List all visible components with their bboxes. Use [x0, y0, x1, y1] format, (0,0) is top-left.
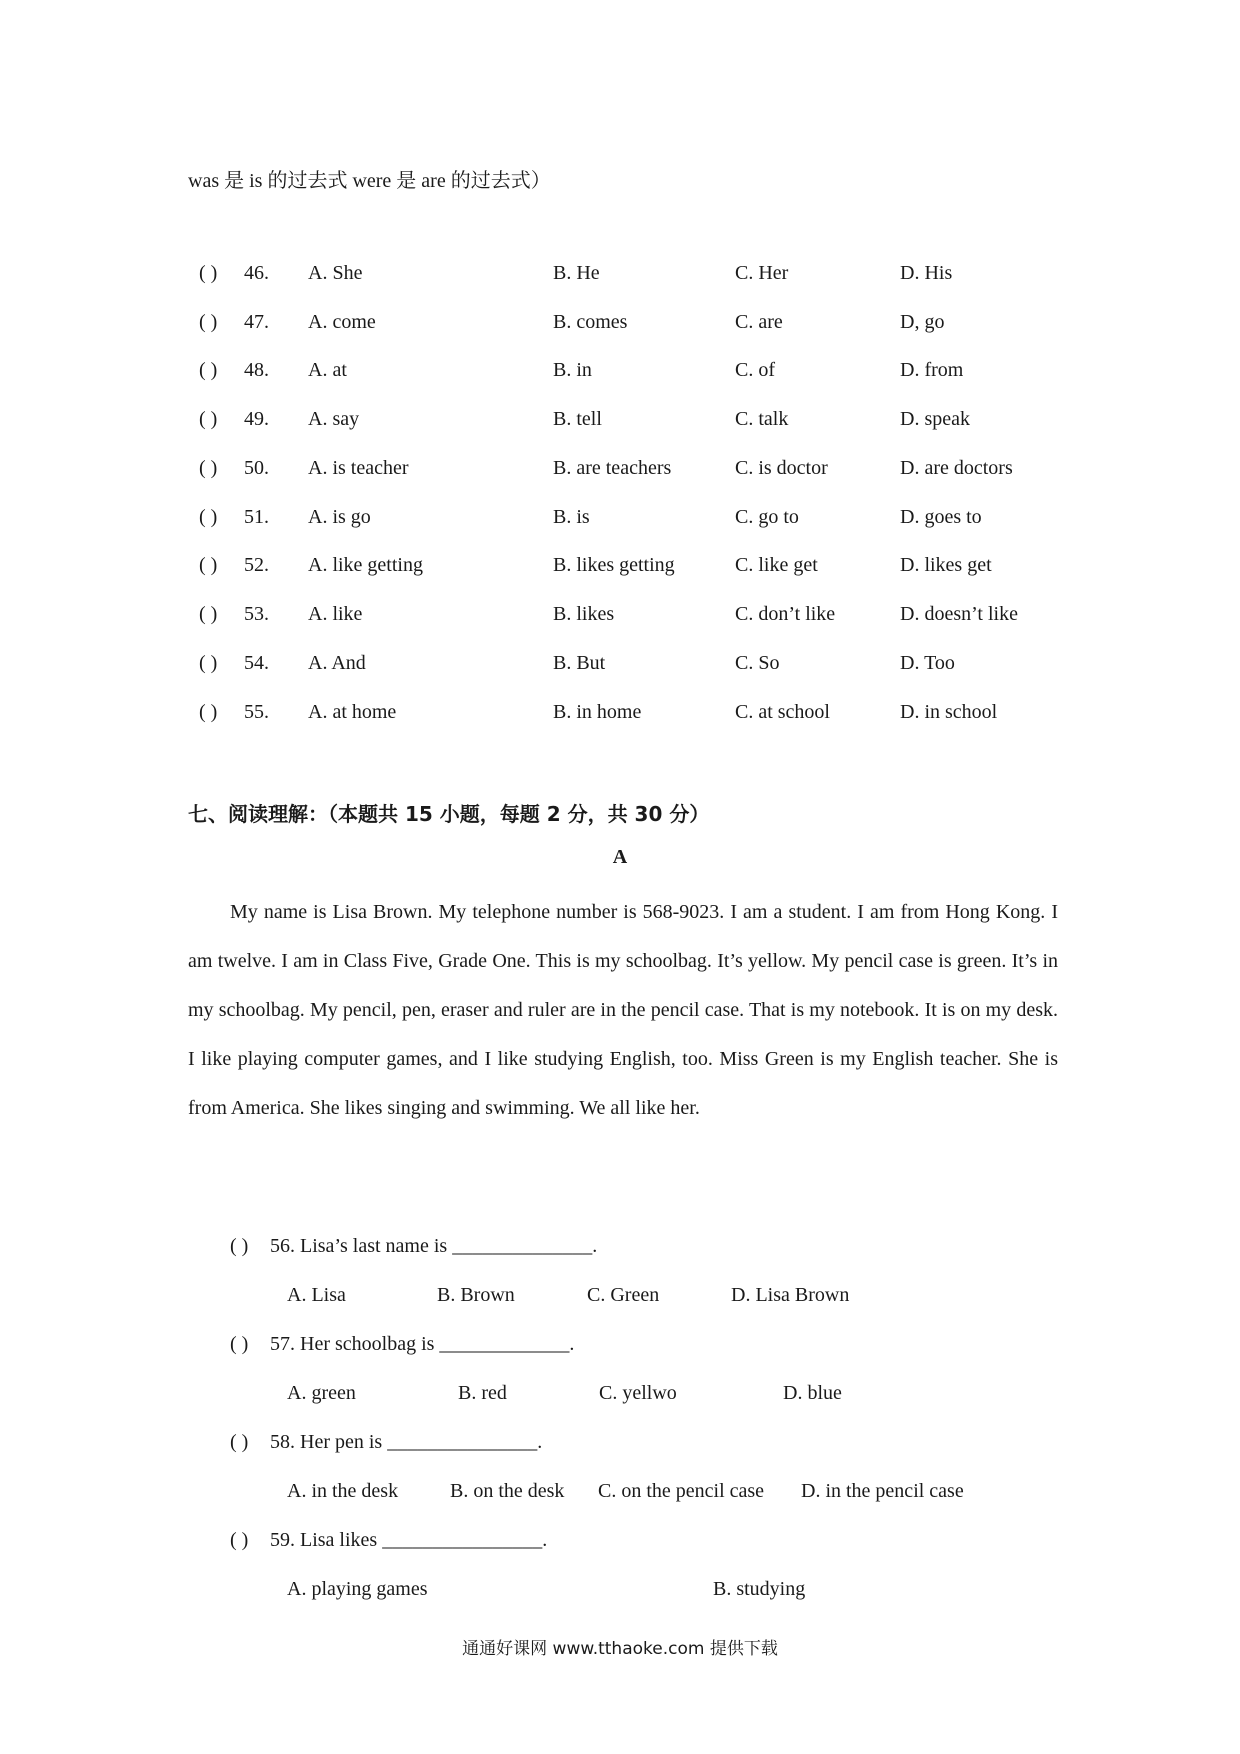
option-d: D. doesn’t like — [900, 603, 1018, 625]
option-b: B. is — [553, 506, 590, 528]
cloze-row — [0, 262, 1240, 292]
option-c: C. on the pencil case — [598, 1480, 765, 1502]
option-c: C. like get — [735, 554, 818, 576]
option-a: A. And — [308, 652, 366, 674]
option-c: C. yellwo — [599, 1382, 677, 1404]
option-c: C. Her — [735, 262, 789, 284]
option-b: B. are teachers — [553, 457, 672, 479]
option-a: A. is go — [308, 506, 371, 528]
option-b: B. in home — [553, 701, 642, 723]
option-b: B. But — [553, 652, 606, 674]
option-d: D. Lisa Brown — [731, 1284, 850, 1306]
option-b: B. Brown — [437, 1284, 515, 1306]
option-c: C. Green — [587, 1284, 660, 1306]
cloze-row — [0, 652, 1240, 682]
answer-blank: ( ) — [199, 652, 218, 674]
option-a: A. She — [308, 262, 363, 284]
option-b: B. likes getting — [553, 554, 675, 576]
option-b: B. on the desk — [450, 1480, 565, 1502]
option-a: A. come — [308, 311, 376, 333]
option-c: C. So — [735, 652, 780, 674]
answer-blank: ( ) — [199, 701, 218, 723]
answer-blank: ( ) — [230, 1431, 249, 1453]
option-d: D. blue — [783, 1382, 842, 1404]
cloze-row — [0, 359, 1240, 389]
cloze-row — [0, 311, 1240, 341]
answer-blank: ( ) — [199, 359, 218, 381]
answer-blank: ( ) — [230, 1235, 249, 1257]
option-c: C. don’t like — [735, 603, 836, 625]
option-b: B. likes — [553, 603, 615, 625]
answer-blank: ( ) — [199, 311, 218, 333]
answer-blank: ( ) — [230, 1529, 249, 1551]
question-text: 58. Her pen is _______________. — [270, 1431, 543, 1453]
section-heading: 七、阅读理解：（本题共 15 小题，每题 2 分，共 30 分） — [188, 802, 710, 826]
option-b: B. He — [553, 262, 600, 284]
question-number: 48. — [244, 359, 269, 381]
question-number: 47. — [244, 311, 269, 333]
option-a: A. in the desk — [287, 1480, 399, 1502]
question-text: 57. Her schoolbag is _____________. — [270, 1333, 575, 1355]
intro-note: was 是 is 的过去式 were 是 are 的过去式） — [188, 170, 551, 192]
option-a: A. say — [308, 408, 360, 430]
answer-blank: ( ) — [199, 457, 218, 479]
cloze-row — [0, 408, 1240, 438]
cloze-row — [0, 701, 1240, 731]
question-number: 50. — [244, 457, 269, 479]
option-b: B. tell — [553, 408, 602, 430]
option-a: A. playing games — [287, 1578, 428, 1600]
option-d: D. in the pencil case — [801, 1480, 964, 1502]
answer-blank: ( ) — [199, 603, 218, 625]
option-a: A. like getting — [308, 554, 423, 576]
cloze-row — [0, 603, 1240, 633]
cloze-row — [0, 457, 1240, 487]
option-d: D. in school — [900, 701, 998, 723]
cloze-row — [0, 506, 1240, 536]
option-c: C. talk — [735, 408, 789, 430]
cloze-row — [0, 554, 1240, 584]
option-c: C. are — [735, 311, 783, 333]
option-a: A. green — [287, 1382, 356, 1404]
reading-passage: My name is Lisa Brown. My telephone number is 568-9023. I am a student. I am from Hong Kong. I am twelve. I am in Class Five, Grade One. This is my schoolbag. It’s yellow. My pencil case is green. It’s in my schoolbag. My pencil, pen, eraser and ruler are in the pencil case. That is my notebook. It is on my desk. I like playing computer games, and I like studying English, too. Miss Green is my English teacher. She is from America. She likes singing and swimming. We all like her. — [188, 901, 1058, 1119]
option-a: A. like — [308, 603, 363, 625]
option-c: C. is doctor — [735, 457, 828, 479]
option-b: B. in — [553, 359, 592, 381]
passage-title: A — [612, 846, 628, 868]
question-number: 55. — [244, 701, 269, 723]
question-number: 52. — [244, 554, 269, 576]
option-c: C. go to — [735, 506, 799, 528]
option-d: D. are doctors — [900, 457, 1013, 479]
option-a: A. at — [308, 359, 347, 381]
question-text: 59. Lisa likes ________________. — [270, 1529, 548, 1551]
question-number: 46. — [244, 262, 269, 284]
footer-watermark: 通通好课网 www.tthaoke.com 提供下载 — [462, 1639, 778, 1659]
option-c: C. at school — [735, 701, 830, 723]
question-number: 53. — [244, 603, 269, 625]
answer-blank: ( ) — [199, 408, 218, 430]
option-d: D. likes get — [900, 554, 992, 576]
option-d: D. Too — [900, 652, 955, 674]
option-d: D. His — [900, 262, 953, 284]
answer-blank: ( ) — [199, 262, 218, 284]
option-b: B. studying — [713, 1578, 806, 1600]
option-a: A. is teacher — [308, 457, 409, 479]
option-a: A. Lisa — [287, 1284, 346, 1306]
answer-blank: ( ) — [199, 554, 218, 576]
answer-blank: ( ) — [199, 506, 218, 528]
question-number: 54. — [244, 652, 269, 674]
answer-blank: ( ) — [230, 1333, 249, 1355]
option-d: D. goes to — [900, 506, 982, 528]
option-b: B. red — [458, 1382, 507, 1404]
option-c: C. of — [735, 359, 775, 381]
question-number: 51. — [244, 506, 269, 528]
option-d: D. from — [900, 359, 964, 381]
question-number: 49. — [244, 408, 269, 430]
option-d: D, go — [900, 311, 945, 333]
question-text: 56. Lisa’s last name is ______________. — [270, 1235, 598, 1257]
option-b: B. comes — [553, 311, 628, 333]
option-d: D. speak — [900, 408, 970, 430]
option-a: A. at home — [308, 701, 397, 723]
